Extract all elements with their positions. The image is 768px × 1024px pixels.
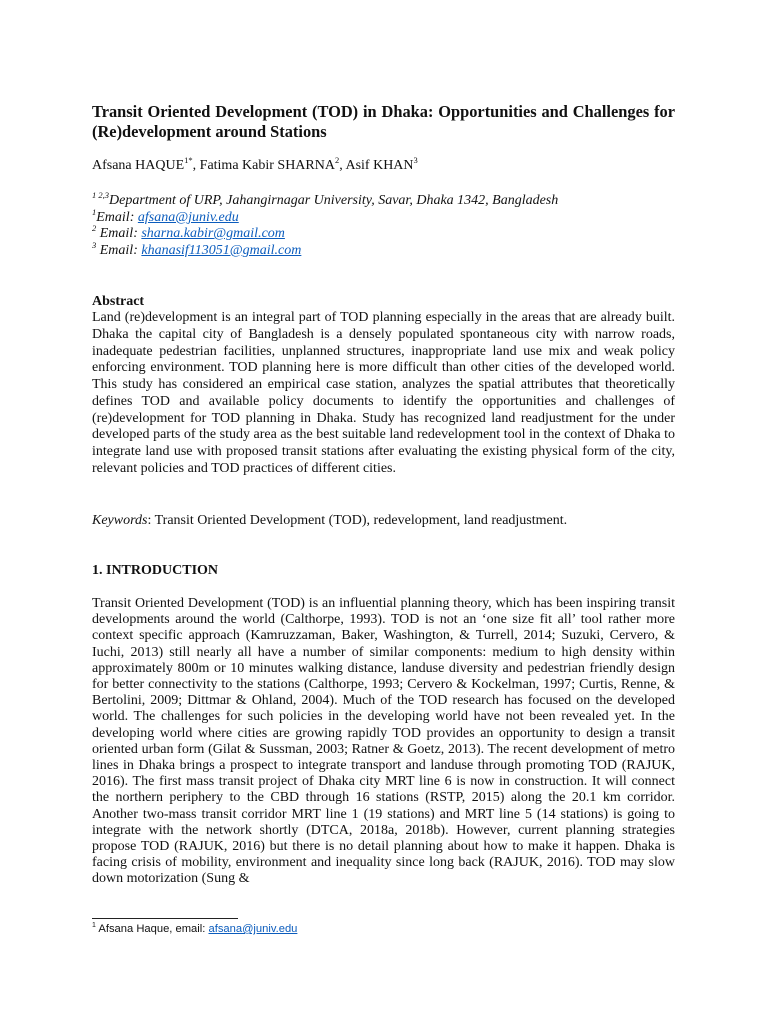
affiliation-text: Department of URP, Jahangirnagar University, Savar, Dhaka 1342, Bangladesh xyxy=(109,193,559,208)
email-label: Email: xyxy=(96,242,142,258)
email-label: Email: xyxy=(96,226,142,242)
author-list xyxy=(92,157,675,175)
author-name: Fatima Kabir SHARNA xyxy=(199,158,335,173)
footnote xyxy=(92,922,297,936)
email-mark: 3 xyxy=(92,239,97,250)
email-line xyxy=(92,239,675,260)
footnote-text: Afsana Haque, email: xyxy=(95,923,209,935)
author-separator: , xyxy=(339,158,346,173)
keywords-text: : Transit Oriented Development (TOD), redevelopment, land readjustment. xyxy=(147,513,568,528)
author-separator: , xyxy=(192,158,200,173)
affiliation-line xyxy=(92,190,675,210)
author-name: Asif KHAN xyxy=(345,158,414,173)
email-link[interactable]: sharna.kabir@gmail.com xyxy=(141,226,285,242)
footnote-mark: 1 xyxy=(92,922,96,929)
author-affiliation-mark: 2 xyxy=(334,155,340,165)
keywords-label: Keywords xyxy=(92,513,148,528)
footnote-divider xyxy=(92,918,238,919)
introduction-heading: 1. INTRODUCTION xyxy=(92,563,219,578)
keywords-line xyxy=(92,512,675,529)
email-link[interactable]: khanasif113051@gmail.com xyxy=(141,242,302,258)
author-name: Afsana HAQUE xyxy=(92,158,185,173)
email-mark: 1 xyxy=(92,206,97,217)
email-line xyxy=(92,223,675,243)
introduction-text: Transit Oriented Development (TOD) is an influential planning theory, which has been inspiring transit developments around the world (Calthorpe, 1993). TOD is not an ‘one size fit all’ tool rather more context specific approach (Kamruzzaman, Baker, Washington, & Turrell, 2014; Suzuki, Cervero, & Iuchi, 2013) still nearly all have a number of similar components: medium to high density within approximately 800m or 10 minutes walking distance, landuse diversity and pedestrian friendly design for better connectivity to the stations (Calthorpe, 1993; Cervero & Kockelman, 1997; Curtis, Renne, & Bertolini, 2009; Dittmar & Ohland, 2004). Much of the TOD research has focused on the developed world. The challenges for such policies in the developing world have not been revealed yet. In the developing world where cities are growing rapidly TOD provides an opportunity to design a transit oriented urban form (Gilat & Sussman, 2003; Ratner & Goetz, 2013). The recent development of metro lines in Dhaka brings a prospect to integrate transport and landuse through promoting TOD (RAJUK, 2016). The first mass transit project of Dhaka city MRT line 6 is now in construction. It will connect the northern periphery to the CBD through 16 stations (RSTP, 2015) along the 20.1 km corridor. Another two-mass transit corridor MRT line 1 (19 stations) and MRT line 5 (14 stations) is going to integrate with the network shortly (DTCA, 2018a, 2018b). However, current planning strategies propose TOD (RAJUK, 2016) but there is no detail planning about how to make it happen. Dhaka is facing crisis of mobility, environment and inequality since long back (RAJUK, 2016). TOD may slow down motorization (Sung & xyxy=(92,596,675,887)
paper-title: Transit Oriented Development (TOD) in Dhaka: Opportunities and Challenges for (Re)development around Stations xyxy=(92,102,675,141)
abstract-heading: Abstract xyxy=(92,294,145,309)
affiliation-mark: 1 2,3 xyxy=(92,190,109,200)
email-mark: 2 xyxy=(92,223,97,234)
email-line xyxy=(92,206,675,227)
email-label: Email: xyxy=(96,209,138,225)
affiliation-block xyxy=(92,190,675,259)
author-affiliation-mark: 3 xyxy=(413,155,418,165)
abstract-text: Land (re)development is an integral part of TOD planning especially in the areas that are already built. Dhaka the capital city of Bangladesh is a densely populated spontaneous city with narrow roads, inadequate pedestrian facilities, unplanned structures, inappropriate land use mix and weak policy enforcing environment. TOD planning here is more difficult than other cities of the developed world. This study has considered an empirical case station, analyzes the spatial attributes that theoretically defines TOD and available policy documents to identify the opportunities and challenges of (re)development for TOD planning in Dhaka. Study has recognized land readjustment for the under developed parts of the study area as the best suitable land redevelopment tool in the context of Dhaka to integrate land use with proposed transit stations after evaluating the existing physical form of the city, relevant policies and TOD practices of different cities. xyxy=(92,310,675,476)
footnote-email-link[interactable]: afsana@juniv.edu xyxy=(208,923,298,935)
email-link[interactable]: afsana@juniv.edu xyxy=(137,209,239,225)
author-affiliation-mark: 1* xyxy=(184,155,193,165)
